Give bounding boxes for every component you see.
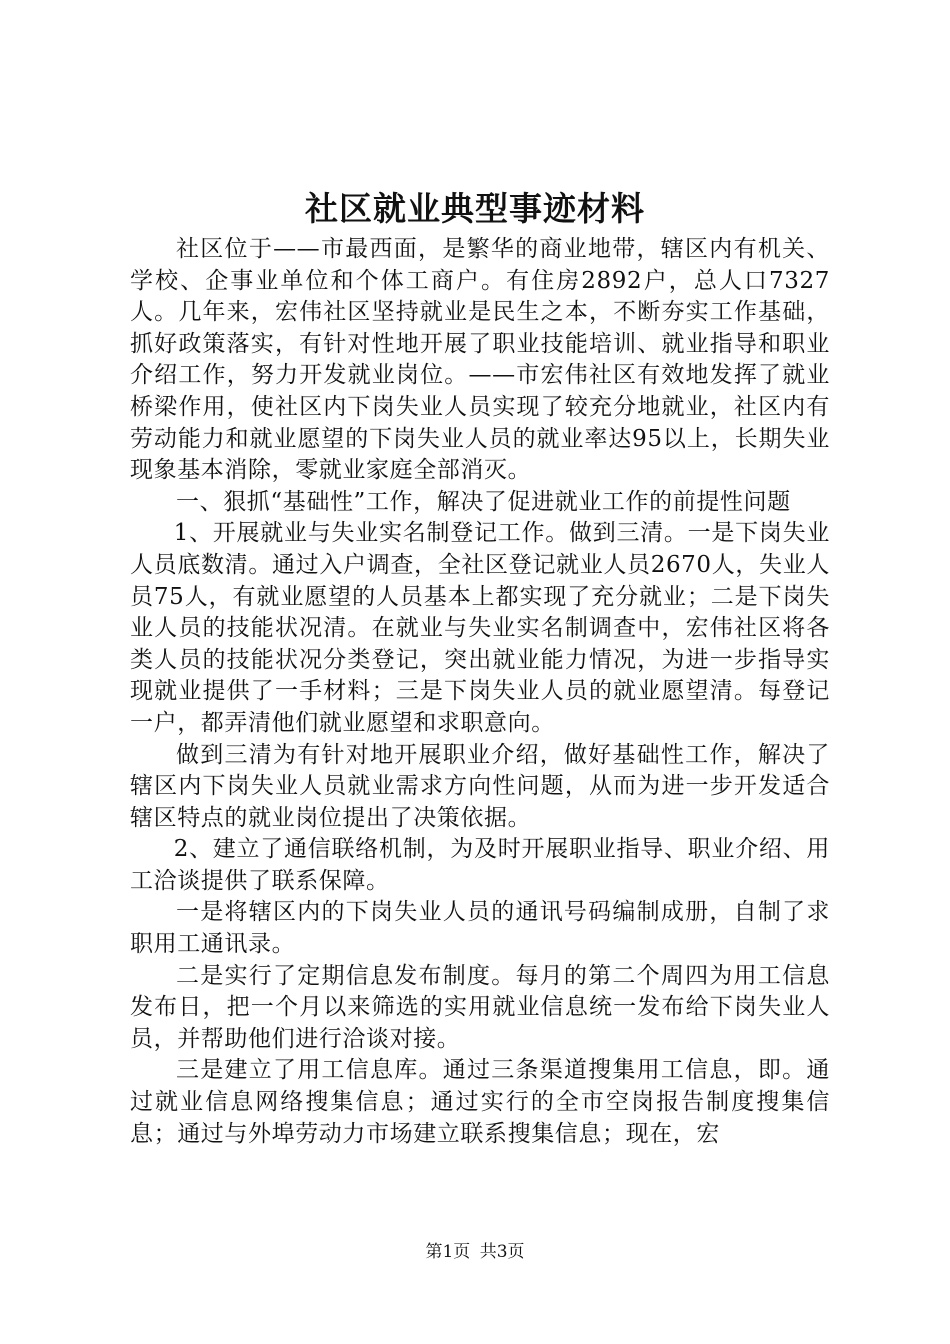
paragraph-intro: 社区位于——市最西面，是繁华的商业地带，辖区内有机关、学校、企事业单位和个体工商户。有住房2892户，总人口7327人。几年来，宏伟社区坚持就业是民生之本，不断夯实工作基础，抓好政策落实，有针对性地开展了职业技能培训、就业指导和职业介绍工作，努力开发就业岗位。——市宏伟社区有效地发挥了就业桥梁作用，使社区内下岗失业人员实现了较充分地就业，社区内有劳动能力和就业愿望的下岗失业人员的就业率达95以上，长期失业现象基本消除，零就业家庭全部消灭。	[130, 236, 830, 484]
paragraph-item-1: 1、开展就业与失业实名制登记工作。做到三清。一是下岗失业人员底数清。通过入户调查，全社区登记就业人员2670人，失业人员75人，有就业愿望的人员基本上都实现了充分就业；二是下岗失业人员的技能状况清。在就业与失业实名制调查中，宏伟社区将各类人员的技能状况分类登记，突出就业能力情况，为进一步指导实现就业提供了一手材料；三是下岗失业人员的就业愿望清。每登记一户，都弄清他们就业愿望和求职意向。	[130, 520, 830, 736]
paragraph-point-3: 三是建立了用工信息库。通过三条渠道搜集用工信息，即。通过就业信息网络搜集信息；通过实行的全市空岗报告制度搜集信息；通过与外埠劳动力市场建立联系搜集信息；现在，宏	[130, 1057, 830, 1147]
page-footer	[0, 1240, 950, 1264]
page-number: 第1页	[425, 1242, 471, 1262]
paragraph-point-2: 二是实行了定期信息发布制度。每月的第二个周四为用工信息发布日，把一个月以来筛选的实用就业信息统一发布给下岗失业人员，并帮助他们进行洽谈对接。	[130, 962, 830, 1052]
page-total: 共3页	[479, 1242, 525, 1262]
paragraph-item-2: 2、建立了通信联络机制，为及时开展职业指导、职业介绍、用工洽谈提供了联系保障。	[130, 836, 830, 894]
document-title: 社区就业典型事迹材料	[305, 189, 645, 228]
document-body	[130, 234, 830, 1150]
paragraph-three-clear: 做到三清为有针对地开展职业介绍，做好基础性工作，解决了辖区内下岗失业人员就业需求方向性问题，从而为进一步开发适合辖区特点的就业岗位提出了决策依据。	[130, 741, 830, 831]
section-heading-1: 一、狠抓“基础性”工作，解决了促进就业工作的前提性问题	[176, 488, 791, 515]
paragraph-point-1: 一是将辖区内的下岗失业人员的通讯号码编制成册，自制了求职用工通讯录。	[130, 899, 830, 958]
